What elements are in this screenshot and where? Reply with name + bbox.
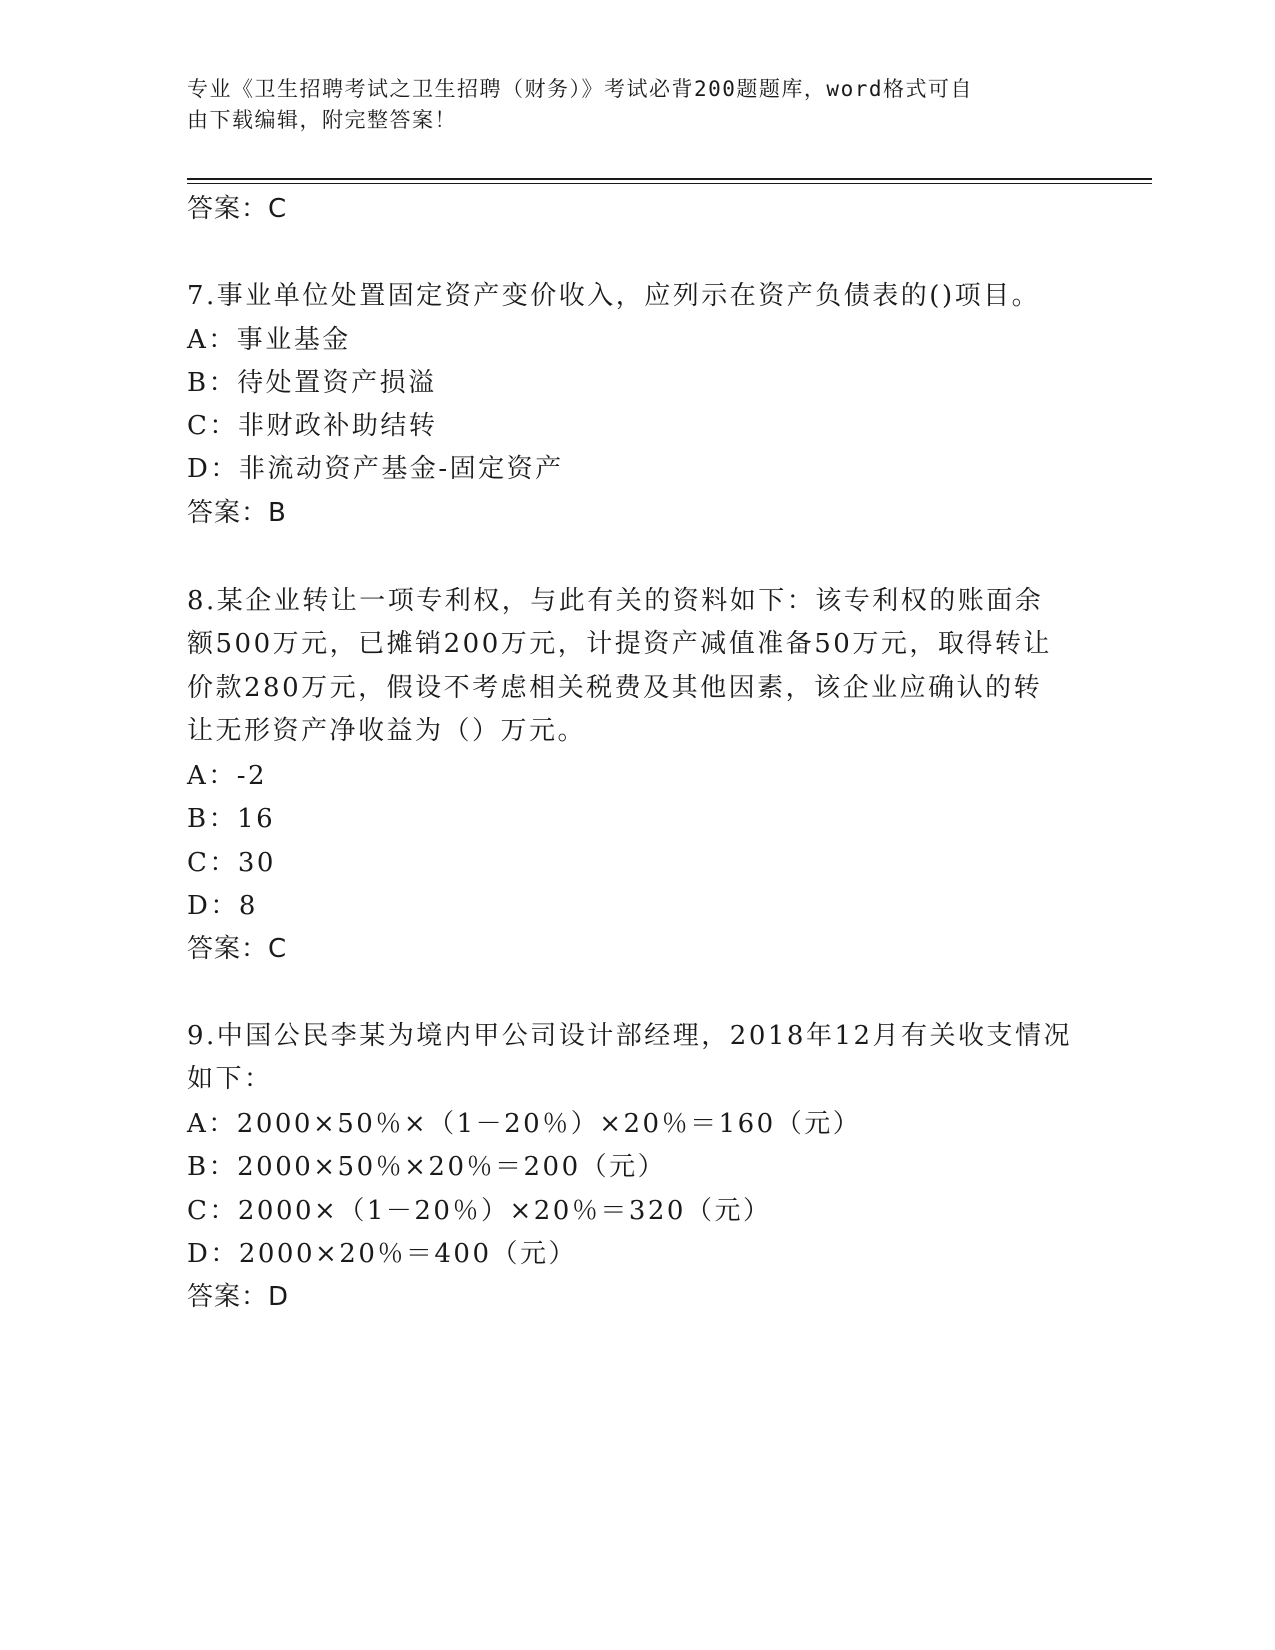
page-header (187, 74, 1067, 136)
q7-option-a: A：事业基金 (187, 325, 351, 355)
q8-option-a: A：-2 (187, 761, 268, 791)
header-divider-thin (187, 183, 1152, 184)
q9-answer: 答案：D (187, 1282, 290, 1312)
q9-option-b: B：2000×50％×20％＝200（元） (187, 1152, 667, 1182)
q9-option-d: D：2000×20％＝400（元） (187, 1239, 578, 1269)
q8-stem-line-3: 价款280万元，假设不考虑相关税费及其他因素，该企业应确认的转 (187, 673, 1043, 703)
previous-answer: 答案：C (187, 194, 288, 224)
q7-stem: 7.事业单位处置固定资产变价收入，应列示在资产负债表的()项目。 (187, 281, 1041, 311)
header-line-1: 专业《卫生招聘考试之卫生招聘（财务）》考试必背200题题库，word格式可自 (187, 77, 973, 101)
q9-option-a: A：2000×50％×（1－20％）×20％＝160（元） (187, 1109, 862, 1139)
q8-option-d: D：8 (187, 891, 258, 921)
q8-stem-line-2: 额500万元，已摊销200万元，计提资产减值准备50万元，取得转让 (187, 629, 1052, 659)
header-divider-thick (187, 178, 1152, 180)
q8-stem-line-4: 让无形资产净收益为（）万元。 (187, 716, 587, 746)
q7-option-b: B：待处置资产损溢 (187, 368, 437, 398)
q7-answer: 答案：B (187, 498, 287, 528)
q9-option-c: C：2000×（1－20％）×20％＝320（元） (187, 1196, 772, 1226)
q8-stem-line-1: 8.某企业转让一项专利权，与此有关的资料如下：该专利权的账面余 (187, 586, 1044, 616)
q9-stem-line-2: 如下： (187, 1064, 273, 1094)
q9-stem-line-1: 9.中国公民李某为境内甲公司设计部经理，2018年12月有关收支情况 (187, 1021, 1073, 1051)
q8-option-b: B：16 (187, 804, 276, 834)
q7-option-c: C：非财政补助结转 (187, 411, 438, 441)
q7-option-d: D：非流动资产基金-固定资产 (187, 454, 564, 484)
q8-answer: 答案：C (187, 934, 288, 964)
header-line-2: 由下载编辑，附完整答案！ (187, 108, 457, 132)
q8-option-c: C：30 (187, 848, 276, 878)
